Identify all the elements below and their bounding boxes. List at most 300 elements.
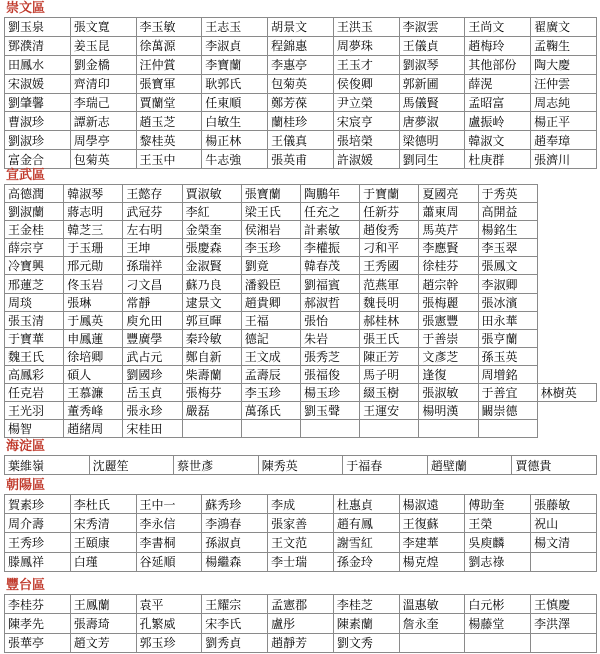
name-cell: 張濟川 [531,150,597,169]
name-cell: 張怡 [300,311,359,329]
name-cell: 魏王氏 [5,347,64,365]
name-cell: 王鳳蘭 [70,595,136,614]
name-cell: 賈蘭堂 [136,93,202,112]
name-cell: 王頤康 [70,533,136,552]
name-cell: 白瑾 [70,552,136,571]
name-cell: 薛滉 [465,74,531,93]
name-cell: 于玉珊 [64,239,123,257]
name-cell: 柴壽蘭 [182,365,241,383]
name-cell: 佟玉岩 [64,275,123,293]
name-cell: 王慕濂 [64,384,123,402]
name-cell: 張王氏 [360,329,419,347]
name-cell: 蘇乃良 [182,275,241,293]
name-cell: 田永華 [478,311,537,329]
name-cell: 劉淑琴 [399,55,465,74]
name-cell: 馬英芹 [419,221,478,239]
name-cell: 宋宸亨 [333,112,399,131]
name-cell: 張家善 [268,514,334,533]
name-cell: 郭亘暉 [182,311,241,329]
name-cell: 王玉中 [136,150,202,169]
name-cell: 逮景文 [182,293,241,311]
name-cell: 陶鵬年 [300,185,359,203]
name-cell: 吳庾麟 [465,533,531,552]
name-cell: 薛宗亨 [5,239,64,257]
name-cell: 張亨蘭 [478,329,537,347]
name-cell: 綴玉樹 [360,384,419,402]
name-cell: 袁平 [136,595,202,614]
table-row [5,311,597,329]
name-cell: 董秀峰 [64,402,123,420]
name-cell: 張永珍 [123,402,182,420]
name-cell: 楊明漢 [419,402,478,420]
name-cell: 黎桂英 [136,131,202,150]
name-cell: 劉玉泉 [5,18,71,37]
name-cell: 于善崇 [419,329,478,347]
name-cell: 張英甫 [268,150,334,169]
table-row [5,257,597,275]
name-cell: 楊繼森 [202,552,268,571]
name-cell: 李永信 [136,514,202,533]
name-cell: 溫惠敏 [399,595,465,614]
table-row [5,185,597,203]
names-table [4,17,597,169]
name-cell: 包菊英 [268,74,334,93]
name-cell: 趙宗幹 [419,275,478,293]
name-cell: 楊銘生 [478,221,537,239]
name-cell: 楊藤堂 [465,614,531,633]
name-cell: 王文成 [241,347,300,365]
name-cell: 萬孫氏 [241,402,300,420]
name-cell: 魏長明 [360,293,419,311]
table-row [5,36,597,55]
name-cell: 李桂芝 [333,595,399,614]
name-cell: 王志玉 [202,18,268,37]
name-cell: 劉同生 [399,150,465,169]
table-row [5,74,597,93]
name-cell: 孟壽辰 [241,365,300,383]
name-cell: 潘毅臣 [241,275,300,293]
name-cell: 趙壁蘭 [427,456,512,475]
name-cell: 齊清印 [70,74,136,93]
name-cell: 李玉珍 [241,239,300,257]
name-cell: 李瑞己 [70,93,136,112]
name-cell: 盧彤 [268,614,334,633]
name-cell: 富金合 [5,150,71,169]
name-cell: 侯俊卿 [333,74,399,93]
name-cell: 蘇秀珍 [202,495,268,514]
name-cell: 趙有鳳 [333,514,399,533]
name-cell: 王文范 [268,533,334,552]
section-title: 海淀區 [6,439,46,454]
name-cell: 楊正平 [531,112,597,131]
name-cell: 陳秀英 [258,456,343,475]
name-cell: 張琳 [64,293,123,311]
table-row [5,239,597,257]
name-cell: 嚴磊 [182,402,241,420]
table-row [5,595,597,614]
name-cell: 賈淑敏 [182,185,241,203]
name-cell: 逢復 [419,365,478,383]
name-cell: 孫瑞祥 [123,257,182,275]
name-cell: 其他部份 [465,55,531,74]
name-cell: 刁和平 [360,239,419,257]
name-cell: 杜惠貞 [333,495,399,514]
name-cell: 孫金玲 [333,552,399,571]
name-cell: 孟鞠生 [531,36,597,55]
name-cell: 金淑賢 [182,257,241,275]
name-cell: 李洪澤 [531,614,597,633]
name-cell: 韓淑文 [465,131,531,150]
name-cell: 德記 [241,329,300,347]
table-row [5,614,597,633]
name-cell: 趙文芳 [70,633,136,652]
name-cell: 任充之 [300,203,359,221]
table-row [5,420,597,438]
name-cell: 李淑貞 [202,36,268,55]
name-cell: 張梅芬 [182,384,241,402]
name-cell: 王復蘇 [399,514,465,533]
name-cell: 趙俊秀 [360,221,419,239]
name-cell: 陳素蘭 [333,614,399,633]
names-table [4,184,597,438]
name-cell: 劉淑珍 [5,131,71,150]
name-cell: 周增銘 [478,365,537,383]
name-cell [241,420,300,438]
name-cell: 孫淑貞 [202,533,268,552]
name-cell: 王秀珍 [5,533,71,552]
name-cell: 李玉珍 [241,384,300,402]
name-cell: 于善宜 [478,384,537,402]
name-cell: 許淑媛 [333,150,399,169]
table-row [5,150,597,169]
name-cell: 王儀真 [268,131,334,150]
name-cell: 王洪玉 [333,18,399,37]
table-row [5,293,597,311]
name-cell: 李玉翠 [478,239,537,257]
table-row [5,514,597,533]
name-cell: 牛志強 [202,150,268,169]
name-cell: 劉秀貞 [202,633,268,652]
name-cell: 豐廣學 [123,329,182,347]
name-cell: 梁王氏 [241,203,300,221]
name-cell: 李紅 [182,203,241,221]
name-cell: 張寶蘭 [241,185,300,203]
name-cell: 于寶蘭 [360,185,419,203]
name-cell: 于福春 [343,456,428,475]
name-cell: 賀素珍 [5,495,71,514]
name-cell: 范燕軍 [360,275,419,293]
name-cell [478,420,537,438]
name-cell [531,633,597,652]
name-cell: 胡景文 [268,18,334,37]
name-cell: 武冠芬 [123,203,182,221]
name-cell: 周志純 [531,93,597,112]
name-cell: 劉志祿 [465,552,531,571]
name-cell: 汪仲賞 [136,55,202,74]
name-cell: 秦玲敏 [182,329,241,347]
name-cell: 楊正林 [202,131,268,150]
table-row [5,55,597,74]
name-cell: 李權振 [300,239,359,257]
table-row [5,365,597,383]
name-cell: 王運安 [360,402,419,420]
name-cell: 李杜氏 [70,495,136,514]
name-cell: 徐培卿 [64,347,123,365]
name-cell: 唐夢淑 [399,112,465,131]
name-cell: 郝桂林 [360,311,419,329]
name-cell: 高開益 [478,203,537,221]
name-cell: 于寶華 [5,329,64,347]
name-cell: 張淑敏 [419,384,478,402]
name-cell: 張壽琦 [70,614,136,633]
name-cell: 常靜 [123,293,182,311]
name-cell: 劉玉聲 [300,402,359,420]
name-cell: 郭新圃 [399,74,465,93]
name-cell: 李鴻春 [202,514,268,533]
name-cell: 尹立榮 [333,93,399,112]
name-cell: 任克岩 [5,384,64,402]
name-cell: 傅助奎 [465,495,531,514]
name-cell: 鄭芳葆 [268,93,334,112]
name-cell: 姜玉昆 [70,36,136,55]
name-cell: 周夢珠 [333,36,399,55]
name-cell: 李淑雲 [399,18,465,37]
name-cell: 王榮 [465,514,531,533]
name-cell [360,420,419,438]
name-cell [465,633,531,652]
name-cell: 李成 [268,495,334,514]
name-cell: 孟昭富 [465,93,531,112]
name-cell: 張寶軍 [136,74,202,93]
name-cell: 沈麗笙 [89,456,174,475]
table-row [5,112,597,131]
name-cell: 劉文秀 [333,633,399,652]
name-cell: 鄭自新 [182,347,241,365]
name-cell: 趙緒周 [64,420,123,438]
name-cell: 李應賢 [419,239,478,257]
name-cell: 刁文昌 [123,275,182,293]
table-row [5,329,597,347]
name-cell: 計素敏 [300,221,359,239]
name-cell: 蘭桂珍 [268,112,334,131]
name-cell: 冷寶興 [5,257,64,275]
name-cell: 張梅麗 [419,293,478,311]
name-cell: 于秀英 [478,185,537,203]
name-cell: 趙靜芳 [268,633,334,652]
name-cell: 王儀貞 [399,36,465,55]
name-cell: 申鳳蓮 [64,329,123,347]
name-cell: 張憲豐 [419,311,478,329]
name-cell: 賈德貴 [512,456,597,475]
name-cell: 楊淑遠 [399,495,465,514]
table-row [5,495,597,514]
name-cell [531,552,597,571]
name-cell: 王玉才 [333,55,399,74]
name-cell: 高鳳彩 [5,365,64,383]
name-cell: 王耀宗 [202,595,268,614]
name-cell: 韓春茂 [300,257,359,275]
name-cell: 夏國亮 [419,185,478,203]
name-cell: 朱岩 [300,329,359,347]
name-cell: 張福俊 [300,365,359,383]
name-cell: 楊玉珍 [300,384,359,402]
section-title: 豐台區 [6,578,46,593]
name-cell: 韓芝三 [64,221,123,239]
name-cell: 譚新志 [70,112,136,131]
table-row [5,18,597,37]
name-cell: 王坤 [123,239,182,257]
name-cell: 李玉敏 [136,18,202,37]
name-cell: 劉福賓 [300,275,359,293]
name-cell: 李惠亭 [268,55,334,74]
name-cell: 王尚文 [465,18,531,37]
table-row [5,633,597,652]
name-cell: 宋秀清 [70,514,136,533]
table-row [5,384,597,402]
name-cell: 白元彬 [465,595,531,614]
name-cell: 武占元 [123,347,182,365]
table-row [5,93,597,112]
name-cell: 趙玉芝 [136,112,202,131]
name-cell: 蕭東周 [419,203,478,221]
name-cell: 李建華 [399,533,465,552]
name-cell [419,420,478,438]
name-cell: 張秀芝 [300,347,359,365]
name-cell: 鄧濮清 [5,36,71,55]
names-table [4,594,597,653]
name-cell: 楊克煌 [399,552,465,571]
name-cell: 邢元勛 [64,257,123,275]
table-row [5,552,597,571]
name-cell: 謝雪紅 [333,533,399,552]
name-cell: 馬儀賢 [399,93,465,112]
table-row [5,221,597,239]
name-cell: 張文寬 [70,18,136,37]
section-title: 崇文區 [6,1,46,16]
name-cell: 盧振岭 [465,112,531,131]
name-cell: 宋淑媛 [5,74,71,93]
name-cell: 闞崇德 [478,402,537,420]
table-row [5,203,597,221]
name-cell: 翟廣文 [531,18,597,37]
name-cell: 李士瑞 [268,552,334,571]
name-cell: 徐萬源 [136,36,202,55]
name-cell: 郭玉珍 [136,633,202,652]
name-cell: 楊智 [5,420,64,438]
table-row [5,275,597,293]
name-cell: 王福 [241,311,300,329]
name-cell: 包菊英 [70,150,136,169]
name-cell: 劉竟 [241,257,300,275]
table-row [5,456,597,475]
name-cell: 趙貴卿 [241,293,300,311]
name-cell: 任新芬 [360,203,419,221]
table-row [5,347,597,365]
name-cell: 岳玉貞 [123,384,182,402]
name-cell: 楊文清 [531,533,597,552]
name-cell: 劉肇馨 [5,93,71,112]
name-cell: 谷延順 [136,552,202,571]
table-row [5,402,597,420]
name-cell: 郝淑哲 [300,293,359,311]
name-cell: 侯湘岩 [241,221,300,239]
name-cell: 劉國珍 [123,365,182,383]
name-cell: 張冰濱 [478,293,537,311]
name-cell: 祝山 [531,514,597,533]
name-cell: 王金桂 [5,221,64,239]
name-cell: 李寶蘭 [202,55,268,74]
name-cell: 孔繁威 [136,614,202,633]
section-title: 朝陽區 [6,478,46,493]
table-row [5,533,597,552]
name-cell: 滕鳳祥 [5,552,71,571]
name-cell: 徐桂芬 [419,257,478,275]
name-cell [300,420,359,438]
name-cell: 趙奉璋 [531,131,597,150]
name-cell: 庾允田 [123,311,182,329]
name-cell: 王慎慶 [531,595,597,614]
name-cell: 詹永奎 [399,614,465,633]
name-cell: 曹淑珍 [5,112,71,131]
name-cell: 張培榮 [333,131,399,150]
name-cell: 邢蓮芝 [5,275,64,293]
name-cell: 任東順 [202,93,268,112]
name-cell: 蔣志明 [64,203,123,221]
name-cell: 孟憲郡 [268,595,334,614]
name-cell: 左右明 [123,221,182,239]
name-cell: 葉維嶺 [5,456,90,475]
name-cell: 陶大慶 [531,55,597,74]
name-cell: 周學亭 [70,131,136,150]
name-cell: 田鳳水 [5,55,71,74]
name-cell: 陳正芳 [360,347,419,365]
name-cell: 蔡世彥 [174,456,259,475]
name-cell: 孫玉英 [478,347,537,365]
name-cell: 王秀國 [360,257,419,275]
name-cell: 宋桂田 [123,420,182,438]
name-cell: 周介壽 [5,514,71,533]
name-cell: 馬子明 [360,365,419,383]
name-cell: 張玉清 [5,311,64,329]
name-cell: 白敏生 [202,112,268,131]
name-cell: 王中一 [136,495,202,514]
table-row [5,131,597,150]
name-cell [182,420,241,438]
name-cell: 李書桐 [136,533,202,552]
name-cell: 李淑卿 [478,275,537,293]
name-cell: 金榮奎 [182,221,241,239]
name-cell: 林樹英 [537,384,596,402]
name-cell: 陳孝先 [5,614,71,633]
name-cell: 劉淑蘭 [5,203,64,221]
name-cell: 高德潤 [5,185,64,203]
name-cell: 耿郭氏 [202,74,268,93]
name-cell: 劉金橋 [70,55,136,74]
names-table [4,494,597,572]
name-cell: 程錦惠 [268,36,334,55]
name-cell: 張華亭 [5,633,71,652]
name-cell: 王懿存 [123,185,182,203]
name-cell: 宋李氏 [202,614,268,633]
name-cell: 趙梅玲 [465,36,531,55]
name-cell: 張鳳文 [478,257,537,275]
name-cell: 碩人 [64,365,123,383]
name-cell: 汪仲雲 [531,74,597,93]
section-title: 宣武區 [6,168,46,183]
name-cell: 韓淑琴 [64,185,123,203]
names-table [4,455,597,475]
name-cell: 梁德明 [399,131,465,150]
